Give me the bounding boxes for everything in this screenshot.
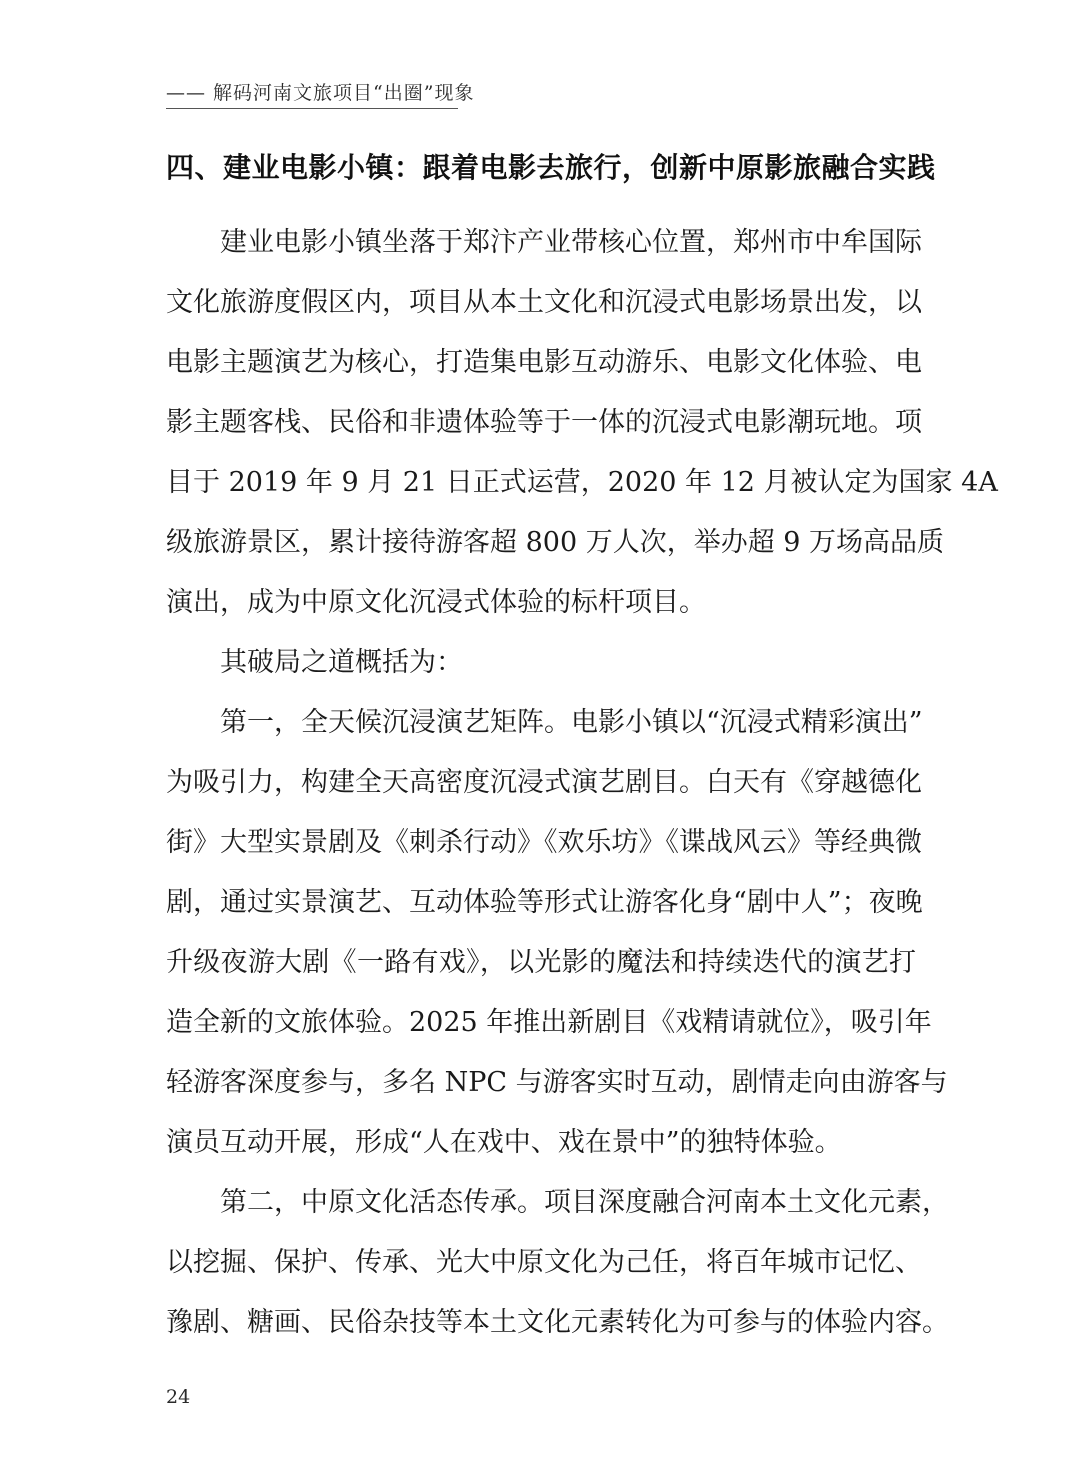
- text-line: 豫剧、糖画、民俗杂技等本土文化元素转化为可参与的体验内容。: [166, 1307, 949, 1338]
- text-line: 升级夜游大剧《一路有戏》，以光影的魔法和持续迭代的演艺打: [166, 947, 916, 978]
- text-line: 造全新的文旅体验。2025 年推出新剧目《戏精请就位》，吸引年: [166, 1007, 932, 1038]
- page-number: 24: [166, 1386, 191, 1408]
- header-rule: [166, 108, 458, 109]
- text-line: 其破局之道概括为：: [166, 647, 463, 678]
- section-heading: 四、建业电影小镇：跟着电影去旅行，创新中原影旅融合实践: [166, 151, 936, 184]
- text-line: 演员互动开展，形成“人在戏中、戏在景中”的独特体验。: [166, 1127, 842, 1158]
- text-line: 建业电影小镇坐落于郑汴产业带核心位置，郑州市中牟国际: [166, 227, 922, 258]
- text-line: 演出，成为中原文化沉浸式体验的标杆项目。: [166, 587, 706, 618]
- text-line: 文化旅游度假区内，项目从本土文化和沉浸式电影场景出发，以: [166, 287, 922, 318]
- text-line: 以挖掘、保护、传承、光大中原文化为己任，将百年城市记忆、: [166, 1247, 922, 1278]
- running-header: —— 解码河南文旅项目“出圈”现象: [166, 82, 475, 104]
- text-line: 剧，通过实景演艺、互动体验等形式让游客化身“剧中人”；夜晚: [166, 887, 923, 918]
- text-line: 级旅游景区，累计接待游客超 800 万人次，举办超 9 万场高品质: [166, 527, 945, 558]
- text-line: 影主题客栈、民俗和非遗体验等于一体的沉浸式电影潮玩地。项: [166, 407, 922, 438]
- text-line: 街》大型实景剧及《刺杀行动》《欢乐坊》《谍战风云》等经典微: [166, 827, 922, 858]
- text-line: 为吸引力，构建全天高密度沉浸式演艺剧目。白天有《穿越德化: [166, 767, 922, 798]
- text-line: 轻游客深度参与，多名 NPC 与游客实时互动，剧情走向由游客与: [166, 1067, 948, 1098]
- text-line: 目于 2019 年 9 月 21 日正式运营，2020 年 12 月被认定为国家 4A: [166, 467, 998, 498]
- text-line: 第一，全天候沉浸演艺矩阵。电影小镇以“沉浸式精彩演出”: [166, 707, 923, 738]
- text-line: 电影主题演艺为核心，打造集电影互动游乐、电影文化体验、电: [166, 347, 922, 378]
- text-line: 第二，中原文化活态传承。项目深度融合河南本土文化元素，: [166, 1187, 949, 1218]
